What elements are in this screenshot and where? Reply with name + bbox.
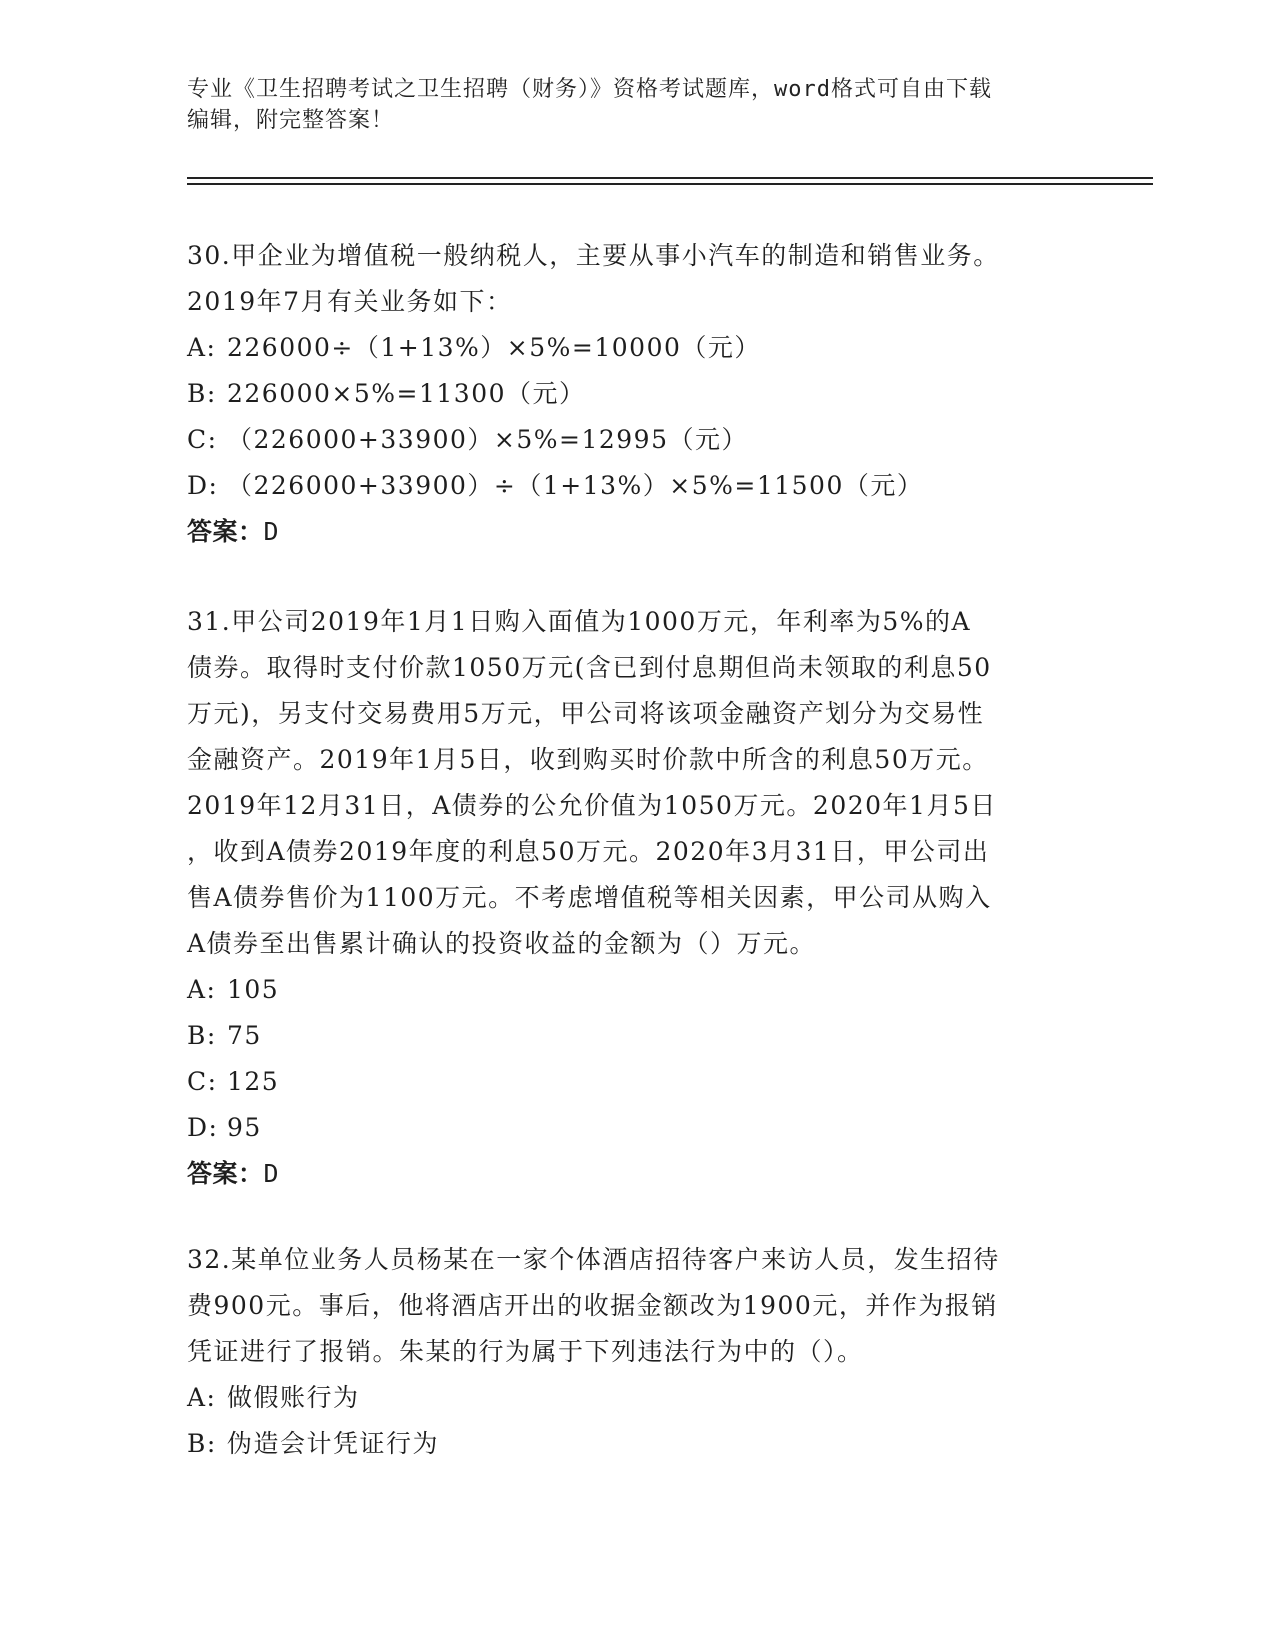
question-32: [187, 1237, 1087, 1467]
option-text: 95: [227, 1113, 262, 1142]
option-a: [187, 325, 1087, 371]
option-key: B:: [187, 379, 217, 408]
option-text: （226000+33900）÷（1+13%）×5%=11500（元）: [227, 471, 924, 500]
option-text: 105: [227, 975, 280, 1004]
option-d: [187, 463, 1087, 509]
question-stem-line: 凭证进行了报销。朱某的行为属于下列违法行为中的（）。: [187, 1337, 864, 1366]
option-c: [187, 1059, 1087, 1105]
question-stem-line: 金融资产。2019年1月5日，收到购买时价款中所含的利息50万元。: [187, 745, 989, 774]
option-key: A:: [187, 333, 217, 362]
option-b: [187, 371, 1087, 417]
option-d: [187, 1105, 1087, 1151]
question-stem-line: 30.甲企业为增值税一般纳税人，主要从事小汽车的制造和销售业务。: [187, 241, 1000, 270]
option-text: 做假账行为: [227, 1383, 360, 1412]
option-text: 226000×5%=11300（元）: [227, 379, 586, 408]
option-key: A:: [187, 975, 217, 1004]
option-c: [187, 417, 1087, 463]
option-key: C:: [187, 1067, 218, 1096]
option-text: 伪造会计凭证行为: [227, 1429, 440, 1458]
option-text: 75: [227, 1021, 262, 1050]
question-stem-line: 2019年12月31日，A债券的公允价值为1050万元。2020年1月5日: [187, 791, 997, 820]
question-stem-line: A债券至出售累计确认的投资收益的金额为（）万元。: [187, 929, 817, 958]
header-line-1: 专业《卫生招聘考试之卫生招聘（财务）》资格考试题库，word格式可自由下载: [187, 77, 992, 102]
question-stem-line: 31.甲公司2019年1月1日购入面值为1000万元，年利率为5%的A: [187, 607, 972, 636]
option-a: [187, 967, 1087, 1013]
question-stem-line: 债券。取得时支付价款1050万元(含已到付息期但尚未领取的利息50: [187, 653, 992, 682]
option-key: A:: [187, 1383, 217, 1412]
option-text: 226000÷（1+13%）×5%=10000（元）: [227, 333, 761, 362]
answer-value: D: [263, 1159, 280, 1188]
option-key: B:: [187, 1429, 217, 1458]
option-key: D:: [187, 471, 219, 500]
question-stem-line: 2019年7月有关业务如下：: [187, 287, 513, 316]
header-divider-top: [187, 177, 1153, 179]
question-stem-line: 万元)，另支付交易费用5万元，甲公司将该项金融资产划分为交易性: [187, 699, 985, 728]
question-stem-line: 32.某单位业务人员杨某在一家个体酒店招待客户来访人员，发生招待: [187, 1245, 1000, 1274]
header-divider-bottom: [187, 183, 1153, 185]
question-31: [187, 599, 1087, 1197]
answer-label: 答案：: [187, 1159, 264, 1188]
option-text: 125: [227, 1067, 280, 1096]
answer: [187, 509, 1087, 555]
option-key: C:: [187, 425, 218, 454]
answer-label: 答案：: [187, 517, 264, 546]
option-a: [187, 1375, 1087, 1421]
answer: [187, 1151, 1087, 1197]
option-b: [187, 1421, 1087, 1467]
question-stem-line: 售A债券售价为1100万元。不考虑增值税等相关因素，甲公司从购入: [187, 883, 992, 912]
question-30: [187, 233, 1087, 555]
option-text: （226000+33900）×5%=12995（元）: [227, 425, 748, 454]
question-stem-line: ，收到A债券2019年度的利息50万元。2020年3月31日，甲公司出: [187, 837, 990, 866]
answer-value: D: [263, 517, 280, 546]
option-key: B:: [187, 1021, 217, 1050]
option-key: D:: [187, 1113, 219, 1142]
document-header: [187, 74, 1087, 136]
header-line-2: 编辑，附完整答案！: [187, 108, 395, 133]
option-b: [187, 1013, 1087, 1059]
question-stem-line: 费900元。事后，他将酒店开出的收据金额改为1900元，并作为报销: [187, 1291, 998, 1320]
